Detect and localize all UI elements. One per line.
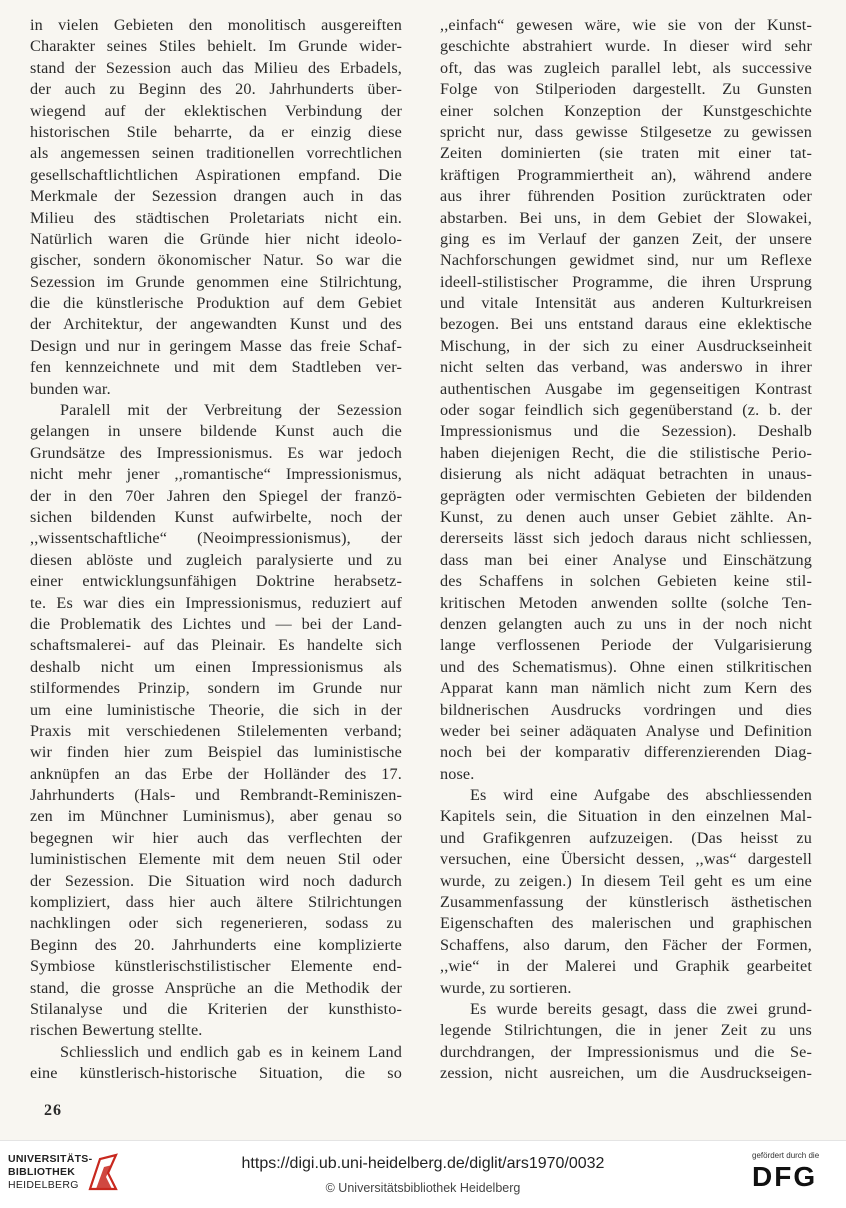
text-line: historischen Stile beharrte, da er einzig diese	[30, 122, 402, 141]
viewer-footer	[0, 1140, 846, 1208]
text-line: spricht nur, dass gewisse Stilgesetze zu gewissen	[440, 122, 812, 141]
text-line: Apparat kann man nämlich nicht zum Kern des	[440, 679, 812, 698]
text-line: disierung als nicht adäquat betrachten in unaus-	[440, 465, 812, 484]
text-line: abstarben. Bei uns, in dem Gebiet der Slowakei,	[440, 208, 812, 227]
text-line: kritischen Metoden anwenden sollte (solche Ten-	[440, 593, 812, 612]
text-line: sichen bildenden Kunst aufwirbelte, noch der	[30, 507, 402, 526]
text-line: Es wurde bereits gesagt, dass die zwei grund-	[470, 999, 812, 1018]
text-line: Charakter seines Stiles behielt. Im Grunde wider-	[30, 37, 402, 56]
dfg-funding-block[interactable]	[752, 1151, 836, 1193]
text-line: lange verflossenen Periode der Vulgarisierung	[440, 636, 812, 655]
text-line: die die künstlerische Produktion auf dem Gebiet	[30, 294, 402, 313]
text-line: stand der Sezession auch das Milieu des Erbadels,	[30, 58, 402, 77]
text-line: bildnerischen Ausdrucks vordringen und dies	[440, 700, 812, 719]
text-line: eine künstlerisch-historische Situation, die so	[30, 1064, 402, 1083]
copyright-notice: © Universitätsbibliothek Heidelberg	[325, 1181, 521, 1195]
text-line: und des Schematismus). Ohne einen stilkritischen	[440, 657, 812, 676]
text-line: dererseits lässt sich jedoch daraus nicht schliessen,	[440, 529, 812, 548]
text-line: der auch zu Beginn des 20. Jahrhunderts über-	[30, 80, 402, 99]
text-line: und Grafikgenren aufzuzeigen. (Das heisst zu	[440, 828, 812, 847]
text-line: haben diejenigen Recht, die die stilistische Perio-	[440, 443, 812, 462]
text-line: Kunst, zu denen auch unser Gebiet zählte. An-	[440, 507, 812, 526]
text-line: fen kennzeichnete und mit dem Stadtleben ver-	[30, 358, 402, 377]
text-line: deshalb nicht um einen Impressionismus als	[30, 657, 402, 676]
text-line: kräftigen Programmiertheit an), während andere	[440, 165, 812, 184]
text-line: wir finden hier zum Beispiel das luministische	[30, 743, 402, 762]
logo-line-3: HEIDELBERG	[8, 1179, 79, 1191]
page-url-link[interactable]: https://digi.ub.uni-heidelberg.de/diglit/ars1970/0032	[241, 1155, 605, 1172]
text-line: bunden war.	[30, 379, 111, 398]
text-line: Design und nur in geringem Masse das freie Schaf-	[30, 336, 402, 355]
text-line: Praxis mit verschiedenen Stilelementen verband;	[30, 721, 402, 740]
text-line: durchdrangen, der Impressionismus und die Se-	[440, 1042, 812, 1061]
text-line: Zeiten dominierten (sie traten mit einer tat-	[440, 144, 812, 163]
text-line: wurde, zu sortieren.	[440, 978, 572, 997]
text-line: luministischen Elemente mit dem neuen Stil oder	[30, 850, 402, 869]
text-line: wiegend auf der eklektischen Verbindung der	[30, 101, 402, 120]
text-line: ,,wie“ in der Malerei und Graphik gearbeitet	[440, 957, 812, 976]
text-line: ,,wissentschaftliche“ (Neoimpressionismus), der	[30, 529, 402, 548]
text-line: Grundsätze des Impressionismus. Es war jedoch	[30, 443, 402, 462]
text-line: oft, das was zugleich parallel lebt, als successive	[440, 58, 812, 77]
text-line: oder sogar feindlich sich gegenüberstand (z. b. der	[440, 401, 812, 420]
text-line: stilformendes Prinzip, sondern im Grunde nur	[30, 679, 402, 698]
text-line: authentischen Ausgabe im gegenseitigen Kontrast	[440, 379, 812, 398]
text-line: gischer, sondern ökonomischer Natur. So war die	[30, 251, 402, 270]
text-line: einer entwicklungsunfähigen Doktrine herabsetz-	[30, 572, 402, 591]
text-line: schaftsmalerei- auf das Pleinair. Es handelte sich	[30, 636, 402, 655]
text-line: Kapitels sein, die Situation in den einzelnen Mal-	[440, 807, 812, 826]
text-line: der Architektur, der angewandten Kunst und des	[30, 315, 402, 334]
text-line: zession, nicht ausreichen, um die Ausdruckseigen-	[440, 1064, 812, 1083]
text-line: bezogen. Bei uns entstand daraus eine eklektische	[440, 315, 812, 334]
text-line: nachklingen oder sich regenerieren, sodass zu	[30, 914, 402, 933]
text-line: denzen gelangten auch zu uns in der noch nicht	[440, 614, 812, 633]
text-line: Sezession im Grunde genommen eine Stilrichtung,	[30, 272, 402, 291]
text-line: des Schaffens in solchen Gebieten keine stil-	[440, 572, 812, 591]
logo-line-2: BIBLIOTHEK	[8, 1166, 76, 1178]
text-line: Nachforschungen gewidmet sind, nur um Reflexe	[440, 251, 812, 270]
text-line: ideell-stilistischer Programme, die ihren Ursprung	[440, 272, 812, 291]
text-line: geschichte abstrahiert wurde. In dieser wird sehr	[440, 37, 812, 56]
text-line: Schaffens, also darum, den Fächer der Formen,	[440, 935, 812, 954]
text-line: Jahrhunderts (Hals- und Rembrandt-Reminiszen-	[30, 786, 402, 805]
text-line: gelangen in unsere bildende Kunst auch die	[30, 422, 402, 441]
text-line: der Sezession. Die Situation wird noch dadurch	[30, 871, 402, 890]
text-line: einer solchen Konzeption der Kunstgeschichte	[440, 101, 812, 120]
text-line: Stilanalyse und die Kriterien der kunsthisto-	[30, 999, 402, 1018]
text-line: nicht selten das verband, was anderswo in ihrer	[440, 358, 812, 377]
text-line: stand, die grosse Ansprüche an die Methodik der	[30, 978, 402, 997]
text-line: Beginn des 20. Jahrhunderts eine komplizierte	[30, 935, 402, 954]
text-line: zen im Münchner Luminismus), aber genau so	[30, 807, 402, 826]
text-line: als angemessen seinen traditionellen vorrechtlichen	[30, 144, 402, 163]
text-line: nose.	[440, 764, 475, 783]
text-line: versuchen, eine Übersicht dessen, ,,was“ dargestell	[440, 850, 812, 869]
right-text-column	[440, 15, 812, 1085]
text-line: Impressionismus und die Sezession). Deshalb	[440, 422, 812, 441]
text-line: legende Stilrichtungen, die in jener Zeit zu uns	[440, 1021, 812, 1040]
text-line: kompliziert, dass hier auch ältere Stilrichtungen	[30, 893, 402, 912]
left-text-column	[30, 15, 402, 1085]
text-line: Folge von Stilperioden dargestellt. Zu Gunsten	[440, 80, 812, 99]
text-line: Paralell mit der Verbreitung der Sezession	[60, 401, 402, 420]
text-line: die Problematik des Lichtes und — bei der Land-	[30, 614, 402, 633]
text-line: Symbiose künstlerischstilistischer Elemente end-	[30, 957, 402, 976]
logo-line-1: UNIVERSITÄTS-	[8, 1153, 93, 1165]
dfg-logo: DFG	[752, 1161, 818, 1192]
text-line: Mischung, in der sich zu einer Ausdruckseinheit	[440, 336, 812, 355]
text-line: Schliesslich und endlich gab es in keinem Land	[60, 1042, 402, 1061]
text-line: te. Es war dies ein Impressionismus, reduziert auf	[30, 593, 402, 612]
text-line: begegnen wir hier auch das verflechten der	[30, 828, 402, 847]
text-line: in vielen Gebieten den monolitisch ausgereiften	[30, 16, 402, 34]
text-line: ,,einfach“ gewesen wäre, wie sie von der Kunst-	[440, 16, 812, 34]
text-line: Natürlich waren die Gründe hier nicht ideolo-	[30, 229, 402, 248]
text-line: ging es im Verlauf der ganzen Zeit, der unsere	[440, 229, 812, 248]
text-line: Eigenschaften des malerischen und graphischen	[440, 914, 812, 933]
text-line: diesen ablöste und zugleich paralysierte und zu	[30, 550, 402, 569]
text-line: Milieu des städtischen Proletariats nicht ein.	[30, 208, 402, 227]
text-line: rischen Bewertung stellte.	[30, 1021, 203, 1040]
text-line: wurde, zu zeigen.) In diesem Teil geht es um eine	[440, 871, 812, 890]
text-line: nicht mehr jener ,,romantische“ Impressionismus,	[30, 465, 402, 484]
text-line: Merkmale der Sezession drangen auch in das	[30, 187, 402, 206]
text-line: anknüpfen an das Erbe der Holländer des 17.	[30, 764, 402, 783]
text-line: Zusammenfassung der künstlerisch ästhetischen	[440, 893, 812, 912]
text-line: gesellschaftlichtlichen Aspirationen empfand. Die	[30, 165, 402, 184]
text-line: um eine luministische Theorie, die sich in der	[30, 700, 402, 719]
text-line: dass man bei einer Analyse und Einschätzung	[440, 550, 812, 569]
text-line: Es wird eine Aufgabe des abschliessenden	[470, 786, 812, 805]
funding-note: gefördert durch die	[752, 1151, 820, 1160]
text-line: und vitale Intensität aus anderen Kulturkreisen	[440, 294, 812, 313]
text-line: noch bei der komparativ differenzierenden Diag-	[440, 743, 812, 762]
text-line: aus ihrer führenden Position zurücktraten oder	[440, 187, 812, 206]
text-line: geprägten oder vermischten Gebieten der bildenden	[440, 486, 812, 505]
text-line: weder bei seiner adäquaten Analyse und Definition	[440, 721, 812, 740]
text-line: der in den 70er Jahren den Spiegel der franzö-	[30, 486, 402, 505]
page-number: 26	[44, 1102, 62, 1119]
